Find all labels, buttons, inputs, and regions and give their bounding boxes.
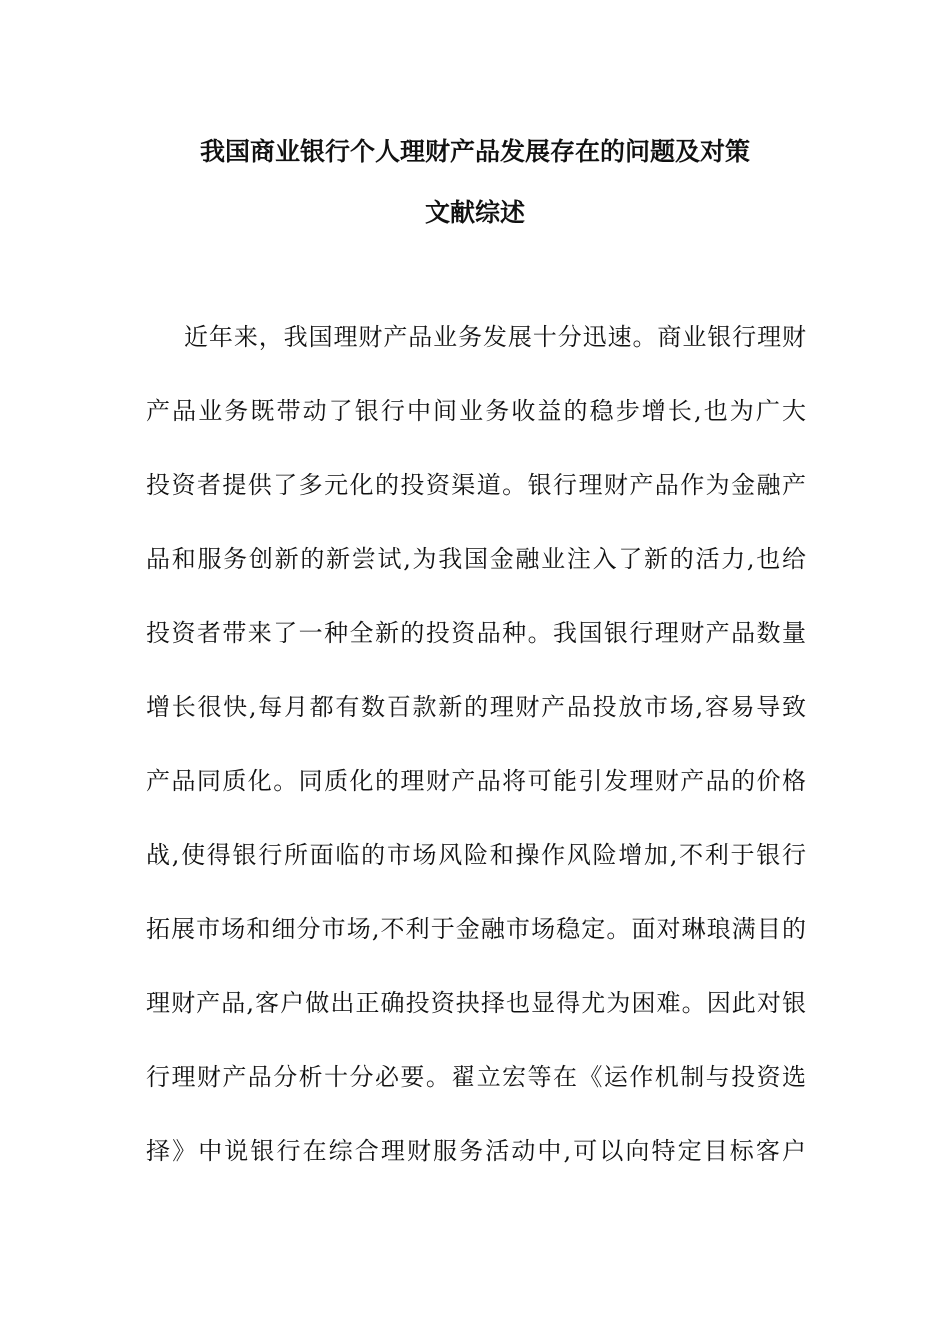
document-title: 我国商业银行个人理财产品发展存在的问题及对策: [199, 137, 750, 166]
body-paragraph: [146, 317, 806, 1205]
paragraph-line: 增长很快,每月都有数百款新的理财产品投放市场,容易导致: [146, 693, 806, 721]
paragraph-line: 品和服务创新的新尝试,为我国金融业注入了新的活力,也给: [146, 545, 806, 573]
paragraph-line: 产品业务既带动了银行中间业务收益的稳步增长,也为广大: [146, 397, 806, 425]
paragraph-line: 投资者带来了一种全新的投资品种。我国银行理财产品数量: [146, 619, 806, 647]
paragraph-line: 投资者提供了多元化的投资渠道。银行理财产品作为金融产: [146, 471, 806, 499]
paragraph-line: 理财产品,客户做出正确投资抉择也显得尤为困难。因此对银: [146, 989, 806, 1017]
paragraph-line: 近年来，我国理财产品业务发展十分迅速。商业银行理财: [184, 323, 806, 351]
paragraph-line: 产品同质化。同质化的理财产品将可能引发理财产品的价格: [146, 767, 806, 795]
paragraph-line: 行理财产品分析十分必要。翟立宏等在《运作机制与投资选: [146, 1063, 806, 1091]
paragraph-line: 拓展市场和细分市场,不利于金融市场稳定。面对琳琅满目的: [146, 915, 806, 943]
paragraph-line: 择》中说银行在综合理财服务活动中,可以向特定目标客户: [146, 1137, 806, 1165]
document-subtitle: 文献综述: [424, 198, 525, 227]
paragraph-line: 战,使得银行所面临的市场风险和操作风险增加,不利于银行: [146, 841, 806, 869]
